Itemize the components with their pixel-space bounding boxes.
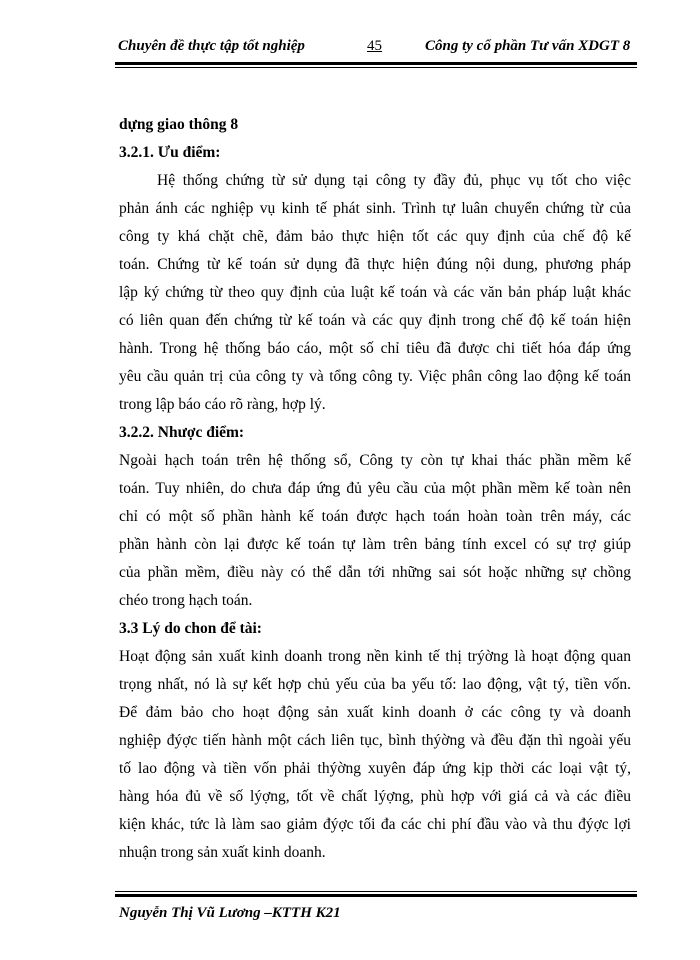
paragraph-line: hành. Trong hệ thống báo cáo, một số chỉ tiêu đã được chi tiết hóa đáp ứng (119, 340, 631, 357)
page-body (119, 111, 631, 867)
paragraph-line: yêu cầu quản trị của công ty và tổng công ty. Việc phân công lao động kế toán (119, 368, 631, 385)
section-heading-topic-reason: 3.3 Lý do chon để tài: (119, 620, 262, 637)
header-document-title: Chuyên đề thực tập tốt nghiệp (118, 38, 305, 54)
paragraph-line: toán. Tuy nhiên, do chưa đáp ứng đủ yêu cầu của một phần mềm kế toàn nên (119, 480, 631, 497)
paragraph-line: phản ánh các nghiệp vụ kinh tế phát sinh. Trình tự luân chuyển chứng từ của (119, 200, 631, 217)
paragraph-line: Để đảm bảo cho hoạt động sản xuất kinh doanh ở các công ty và doanh (119, 704, 631, 721)
paragraph-line: phần hành còn lại được kế toán tự làm trên bảng tính excel có sự trợ giúp (119, 536, 631, 553)
paragraph-line: Hoạt động sản xuất kinh doanh trong nền kinh tế thị trýờng là hoạt động quan (119, 648, 631, 665)
paragraph-line: chéo trong hạch toán. (119, 592, 253, 609)
paragraph-line: kiện khác, tức là làm sao giảm đýợc tối đa các chi phí đầu vào và thu đýợc lợi (119, 816, 631, 833)
paragraph-line: hàng hóa đủ về số lýợng, tốt về chất lýợng, phù hợp với giá cả và các điều (119, 788, 631, 805)
paragraph-line: trong lập báo cáo rõ ràng, hợp lý. (119, 396, 326, 413)
header-rule-thin (115, 67, 637, 68)
paragraph-line: chỉ có một số phần hành kế toán được hạch toán hoàn toàn trên máy, các (119, 508, 631, 525)
paragraph-line: công ty khá chặt chẽ, đảm bảo thực hiện tốt các quy định của chế độ kế (119, 228, 631, 245)
page-footer-author: Nguyễn Thị Vũ Lương –KTTH K21 (119, 905, 341, 921)
section-heading-advantages: 3.2.1. Ưu điểm: (119, 144, 221, 161)
paragraph-line: của phần mềm, điều này có thể dẫn tới những sai sót hoặc những sự chồng (119, 564, 631, 581)
paragraph-line: Hệ thống chứng từ sử dụng tại công ty đầy đủ, phục vụ tốt cho việc (157, 172, 631, 189)
paragraph-line: Ngoài hạch toán trên hệ thống sổ, Công ty còn tự khai thác phần mềm kế (119, 452, 631, 469)
section-heading-disadvantages: 3.2.2. Nhược điểm: (119, 424, 245, 441)
header-rule-thick (115, 62, 637, 65)
header-page-number: 45 (367, 38, 382, 54)
footer-rule-thin (115, 891, 637, 892)
paragraph-line: toán. Chứng từ kế toán sử dụng đã thực hiện đúng nội dung, phương pháp (119, 256, 631, 273)
continuation-line: dựng giao thông 8 (119, 116, 239, 133)
paragraph-line: nghiệp đýợc tiến hành một cách liên tục, bình thýờng và đều đặn thì ngoài yếu (119, 732, 631, 749)
paragraph-line: tố lao động và tiền vốn phải thýờng xuyên đáp ứng kịp thời các loại vật tý, (119, 760, 631, 777)
paragraph-line: có liên quan đến chứng từ kế toán và các quy định trong chế độ kế toán hiện (119, 312, 631, 329)
paragraph-line: lập ký chứng từ theo quy định của luật kế toán và các văn bản pháp luật khác (119, 284, 631, 301)
paragraph-line: nhuận trong sản xuất kinh doanh. (119, 844, 326, 861)
paragraph-line: trọng nhất, nó là sự kết hợp chủ yếu của ba yếu tố: lao động, vật tý, tiền vốn. (119, 676, 631, 693)
footer-rule-thick (115, 894, 637, 897)
header-company-name: Công ty cổ phần Tư vấn XDGT 8 (425, 38, 631, 54)
